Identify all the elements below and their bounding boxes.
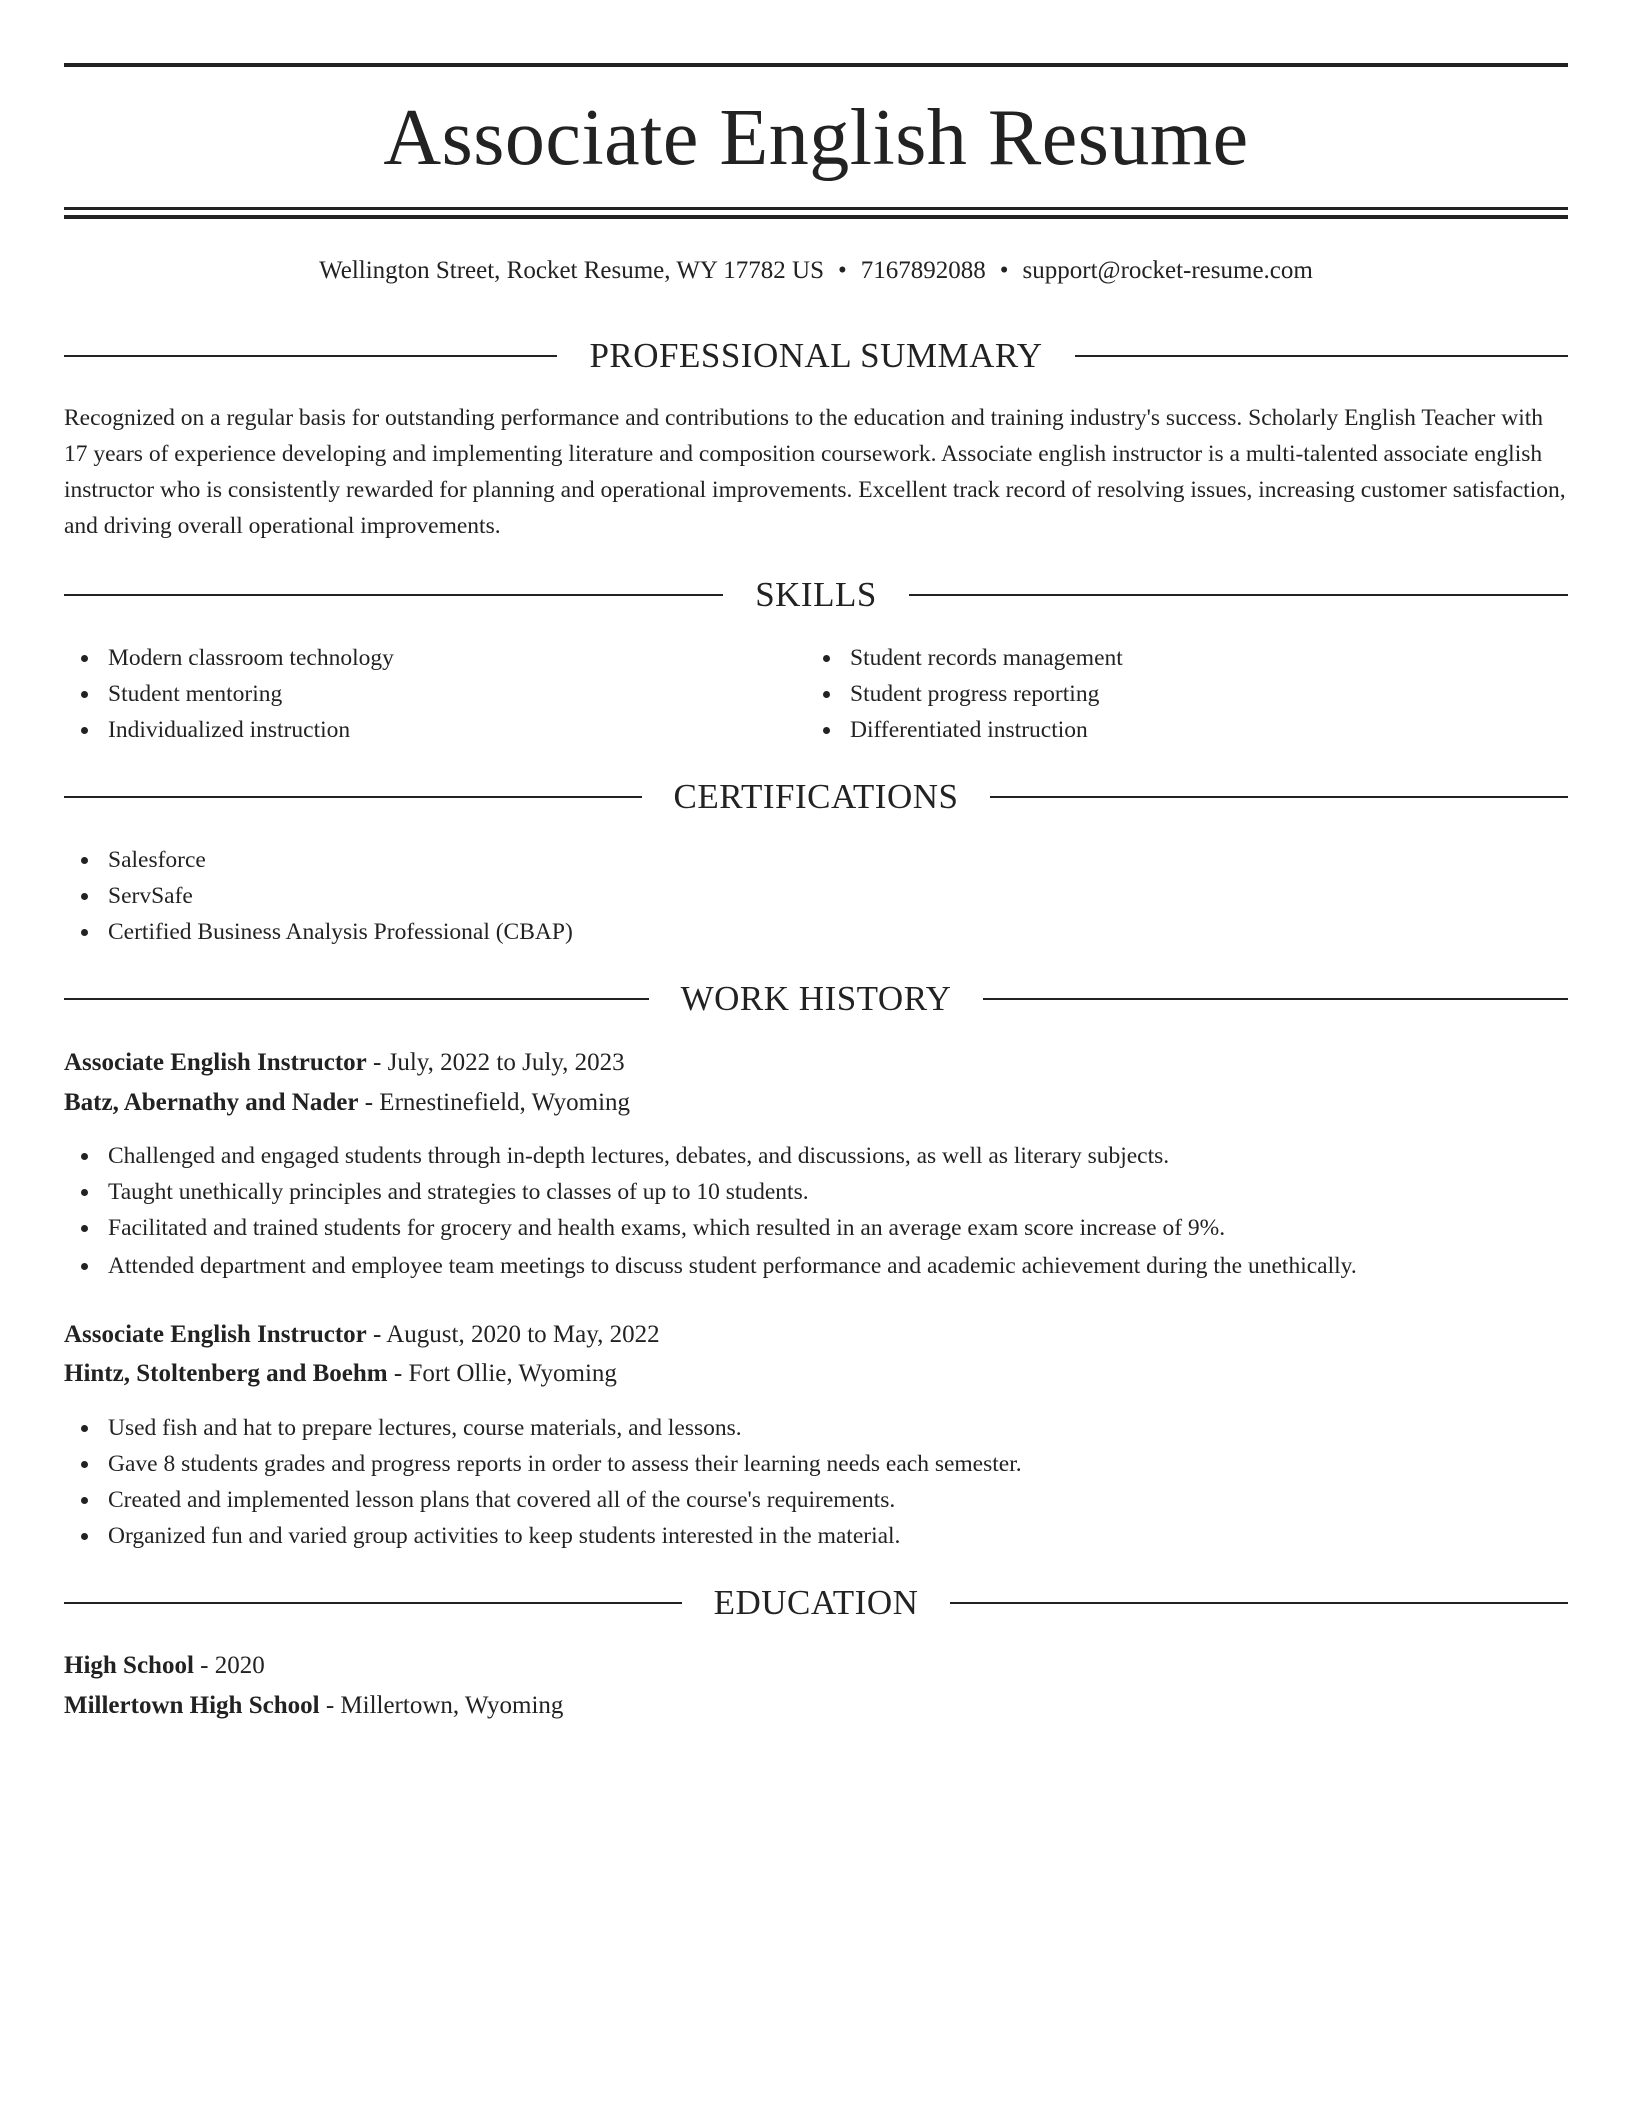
divider-line: [950, 1602, 1568, 1604]
job-title-line: [64, 1043, 625, 1083]
skill-item: Modern classroom technology: [64, 640, 804, 676]
certification-item: ServSafe: [64, 878, 1564, 914]
education-year: - 2020: [193, 1652, 265, 1679]
skills-list-left: [64, 640, 804, 748]
job-bullet: Used fish and hat to prepare lectures, course materials, and lessons.: [64, 1410, 1564, 1446]
contact-separator: •: [999, 257, 1009, 284]
education-degree: High School: [64, 1652, 194, 1679]
section-header-work-history: [64, 976, 1568, 1022]
section-header-certifications: [64, 774, 1568, 820]
job-bullet: Facilitated and trained students for grocery and health exams, which resulted in an average exam score increase of 9%.: [64, 1210, 1564, 1246]
resume-title: Associate English Resume: [383, 94, 1249, 182]
skill-item: Differentiated instruction: [806, 712, 1546, 748]
section-title-education: EDUCATION: [713, 1583, 919, 1622]
skill-item: Individualized instruction: [64, 712, 804, 748]
education-location: - Millertown, Wyoming: [319, 1692, 564, 1719]
education-school: Millertown High School: [64, 1692, 320, 1719]
divider-line: [909, 594, 1568, 596]
divider-line: [64, 594, 723, 596]
certification-item: Certified Business Analysis Professional (CBAP): [64, 914, 1564, 950]
title-double-rule: [64, 207, 1568, 219]
job-dates: - August, 2020 to May, 2022: [366, 1321, 660, 1348]
job-title: Associate English Instructor: [64, 1049, 367, 1076]
education-degree-line: [64, 1646, 265, 1686]
skill-item: Student progress reporting: [806, 676, 1546, 712]
certifications-list: [64, 842, 1564, 950]
contact-email[interactable]: support@rocket-resume.com: [1022, 257, 1313, 284]
skill-item: Student records management: [806, 640, 1546, 676]
skill-item: Student mentoring: [64, 676, 804, 712]
divider-line: [64, 796, 642, 798]
section-header-skills: [64, 572, 1568, 618]
job-location: - Fort Ollie, Wyoming: [387, 1360, 617, 1387]
divider-line: [990, 796, 1568, 798]
job-bullet: Taught unethically principles and strategies to classes of up to 10 students.: [64, 1174, 1564, 1210]
section-title-summary: PROFESSIONAL SUMMARY: [589, 336, 1043, 375]
job-bullets: [64, 1138, 1564, 1284]
job-title-line: [64, 1315, 660, 1355]
section-title-work-history: WORK HISTORY: [680, 979, 952, 1018]
contact-address: Wellington Street, Rocket Resume, WY 17782 US: [319, 257, 825, 284]
education-school-line: [64, 1686, 563, 1726]
job-company-line: [64, 1354, 617, 1394]
section-title-certifications: CERTIFICATIONS: [673, 777, 959, 816]
section-title-skills: SKILLS: [755, 575, 877, 614]
section-header-summary: [64, 333, 1568, 379]
skills-list-right: [806, 640, 1546, 748]
divider-line: [64, 998, 649, 1000]
job-bullets: [64, 1410, 1564, 1554]
job-bullet: Organized fun and varied group activities to keep students interested in the material.: [64, 1518, 1564, 1554]
divider-line: [1075, 355, 1568, 357]
job-location: - Ernestinefield, Wyoming: [358, 1089, 631, 1116]
job-bullet: Attended department and employee team meetings to discuss student performance and academic achievement during the unethically.: [64, 1248, 1564, 1284]
job-company: Batz, Abernathy and Nader: [64, 1089, 359, 1116]
divider-line: [983, 998, 1568, 1000]
job-bullet: Challenged and engaged students through in-depth lectures, debates, and discussions, as well as literary subjects.: [64, 1138, 1564, 1174]
job-dates: - July, 2022 to July, 2023: [366, 1049, 625, 1076]
divider-line: [64, 355, 557, 357]
certification-item: Salesforce: [64, 842, 1564, 878]
divider-line: [64, 1602, 682, 1604]
summary-text: Recognized on a regular basis for outstanding performance and contributions to the education and training industry's success. Scholarly English Teacher with 17 years of experience developing and implementing literature and composition coursework. Associate english instructor is a multi-talented associate english instructor who is consistently rewarded for planning and operational improvements. Excellent track record of resolving issues, increasing customer satisfaction, and driving overall operational improvements.: [64, 405, 1566, 539]
top-rule: [64, 63, 1568, 67]
contact-line: [64, 253, 1568, 289]
job-bullet: Created and implemented lesson plans that covered all of the course's requirements.: [64, 1482, 1564, 1518]
job-company-line: [64, 1083, 630, 1123]
job-company: Hintz, Stoltenberg and Boehm: [64, 1360, 388, 1387]
section-header-education: [64, 1580, 1568, 1626]
contact-phone: 7167892088: [860, 257, 986, 284]
job-title: Associate English Instructor: [64, 1321, 367, 1348]
contact-separator: •: [838, 257, 847, 284]
job-bullet: Gave 8 students grades and progress reports in order to assess their learning needs each semester.: [64, 1446, 1564, 1482]
